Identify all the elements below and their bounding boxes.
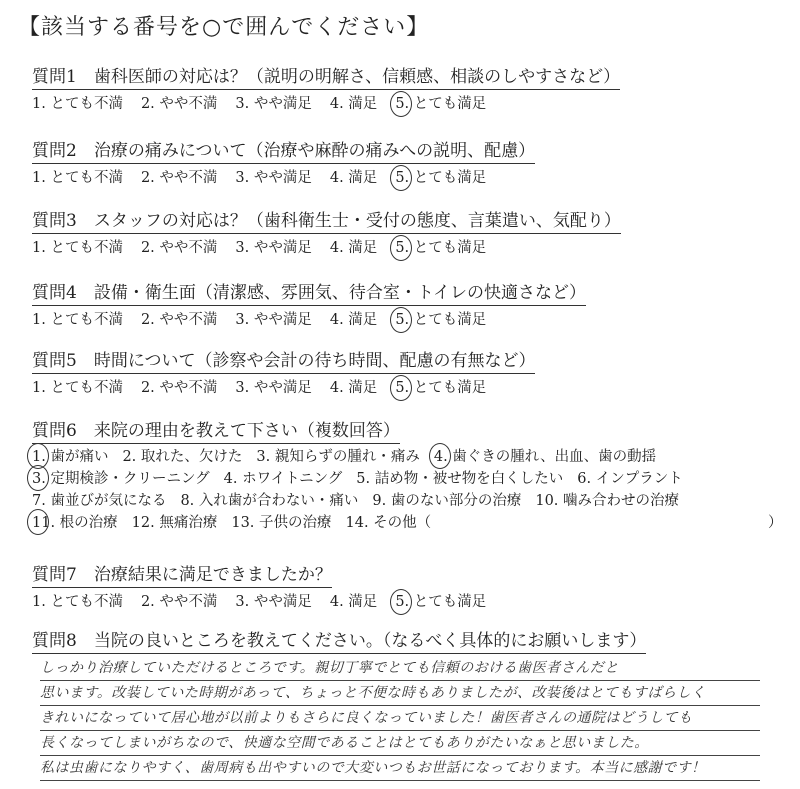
- question-7-option-4[interactable]: 4. 満足: [329, 594, 378, 610]
- question-6-title: 質問6 来院の理由を教えて下さい（複数回答）: [32, 420, 400, 444]
- question-2: [32, 140, 772, 188]
- question-6-option[interactable]: 13. 子供の治療: [231, 515, 332, 531]
- question-6-option[interactable]: 8. 入れ歯が合わない・痛い: [180, 493, 359, 509]
- question-4-option-3[interactable]: 3. やや満足: [235, 312, 312, 328]
- question-3: [32, 210, 772, 258]
- question-6-option[interactable]: 10. 噛み合わせの治療: [535, 493, 680, 509]
- question-3-option-2[interactable]: 2. やや不満: [140, 240, 218, 256]
- question-2-title: 質問2 治療の痛みについて（治療や麻酔の痛みへの説明、配慮）: [32, 140, 535, 164]
- question-2-options: [32, 168, 772, 188]
- question-6-option[interactable]: 14. その他（: [345, 515, 432, 531]
- answer-line: 私は虫歯になりやすく、歯周病も出やすいので大変いつもお世話になっております。本当に感謝です！: [40, 756, 760, 781]
- question-5-option-2[interactable]: 2. やや不満: [140, 380, 218, 396]
- question-6-option[interactable]: 4. ホワイトニング: [223, 471, 343, 487]
- question-3-option-1[interactable]: 1. とても不満: [32, 240, 123, 256]
- answer-line: 思います。改装していた時期があって、ちょっと不便な時もありましたが、改装後はとてもすばらしく: [40, 681, 760, 706]
- question-3-option-5[interactable]: 5. とても満足: [395, 240, 487, 256]
- question-4-option-1[interactable]: 1. とても不満: [32, 312, 123, 328]
- question-8-answer: [40, 656, 760, 781]
- question-7-option-5[interactable]: 5. とても満足: [395, 594, 487, 610]
- question-4-option-2[interactable]: 2. やや不満: [140, 312, 218, 328]
- question-3-option-3[interactable]: 3. やや満足: [235, 240, 312, 256]
- answer-line: きれいになっていて居心地が以前よりもさらに良くなっていました！歯医者さんの通院はどうしても: [40, 706, 760, 731]
- question-5: [32, 350, 772, 398]
- question-5-option-1[interactable]: 1. とても不満: [32, 380, 123, 396]
- question-6-option[interactable]: 4. 歯ぐきの腫れ、出血、歯の動揺: [434, 446, 656, 468]
- question-2-option-1[interactable]: 1. とても不満: [32, 170, 123, 186]
- question-6-option[interactable]: 7. 歯並びが気になる: [32, 493, 167, 509]
- question-1-title: 質問1 歯科医師の対応は？（説明の明解さ、信頼感、相談のしやすさなど）: [32, 66, 620, 90]
- question-7-options: [32, 592, 772, 612]
- question-3-options: [32, 238, 772, 258]
- question-1-option-3[interactable]: 3. やや満足: [235, 96, 312, 112]
- question-4-option-5[interactable]: 5. とても満足: [395, 312, 487, 328]
- question-3-title: 質問3 スタッフの対応は？（歯科衛生士・受付の態度、言葉遣い、気配り）: [32, 210, 621, 234]
- question-5-option-4[interactable]: 4. 満足: [329, 380, 378, 396]
- question-2-option-5[interactable]: 5. とても満足: [395, 170, 487, 186]
- question-7: [32, 564, 772, 612]
- question-2-option-3[interactable]: 3. やや満足: [235, 170, 312, 186]
- question-6-line: [32, 490, 772, 512]
- question-4-options: [32, 310, 772, 330]
- question-4: [32, 282, 772, 330]
- question-7-option-3[interactable]: 3. やや満足: [235, 594, 312, 610]
- other-close-paren: ）: [768, 515, 783, 531]
- question-1: [32, 66, 772, 114]
- question-7-title: 質問7 治療結果に満足できましたか？: [32, 564, 332, 588]
- question-5-title: 質問5 時間について（診察や会計の待ち時間、配慮の有無など）: [32, 350, 535, 374]
- question-6-option[interactable]: 5. 詰め物・被せ物を白くしたい: [356, 471, 564, 487]
- question-6-option[interactable]: 3. 親知らずの腫れ・痛み: [256, 449, 420, 465]
- question-4-title: 質問4 設備・衛生面（清潔感、雰囲気、待合室・トイレの快適さなど）: [32, 282, 586, 306]
- question-6-option[interactable]: 12. 無痛治療: [131, 515, 218, 531]
- question-6-option[interactable]: 3. 定期検診・クリーニング: [32, 468, 210, 490]
- question-6-option[interactable]: 9. 歯のない部分の治療: [372, 493, 522, 509]
- question-6-option[interactable]: 2. 取れた、欠けた: [122, 449, 243, 465]
- question-8: [32, 630, 772, 654]
- question-6-line: [32, 512, 783, 534]
- question-6-line: [32, 468, 772, 490]
- question-1-option-1[interactable]: 1. とても不満: [32, 96, 123, 112]
- answer-line: 長くなってしまいがちなので、快適な空間であることはとてもありがたいなぁと思いました。: [40, 731, 760, 756]
- question-2-option-4[interactable]: 4. 満足: [329, 170, 378, 186]
- question-3-option-4[interactable]: 4. 満足: [329, 240, 378, 256]
- question-5-option-3[interactable]: 3. やや満足: [235, 380, 312, 396]
- question-5-options: [32, 378, 772, 398]
- question-6-option[interactable]: 6. インプラント: [577, 471, 683, 487]
- question-1-options: [32, 94, 772, 114]
- question-7-option-2[interactable]: 2. やや不満: [140, 594, 218, 610]
- question-8-title: 質問8 当院の良いところを教えてください。（なるべく具体的にお願いします）: [32, 630, 646, 654]
- answer-line: しっかり治療していただけるところです。親切丁寧でとても信頼のおける歯医者さんだと: [40, 656, 760, 681]
- question-2-option-2[interactable]: 2. やや不満: [140, 170, 218, 186]
- question-6-option[interactable]: 1. 歯が痛い: [32, 446, 108, 468]
- question-1-option-4[interactable]: 4. 満足: [329, 96, 378, 112]
- question-6-option[interactable]: 11. 根の治療: [32, 512, 118, 534]
- question-4-option-4[interactable]: 4. 満足: [329, 312, 378, 328]
- question-5-option-5[interactable]: 5. とても満足: [395, 380, 487, 396]
- page-title: 【該当する番号を○で囲んでください】: [18, 15, 430, 40]
- question-6-line: [32, 446, 772, 468]
- question-7-option-1[interactable]: 1. とても不満: [32, 594, 123, 610]
- question-1-option-5[interactable]: 5. とても満足: [395, 96, 487, 112]
- question-1-option-2[interactable]: 2. やや不満: [140, 96, 218, 112]
- question-6: [32, 420, 783, 534]
